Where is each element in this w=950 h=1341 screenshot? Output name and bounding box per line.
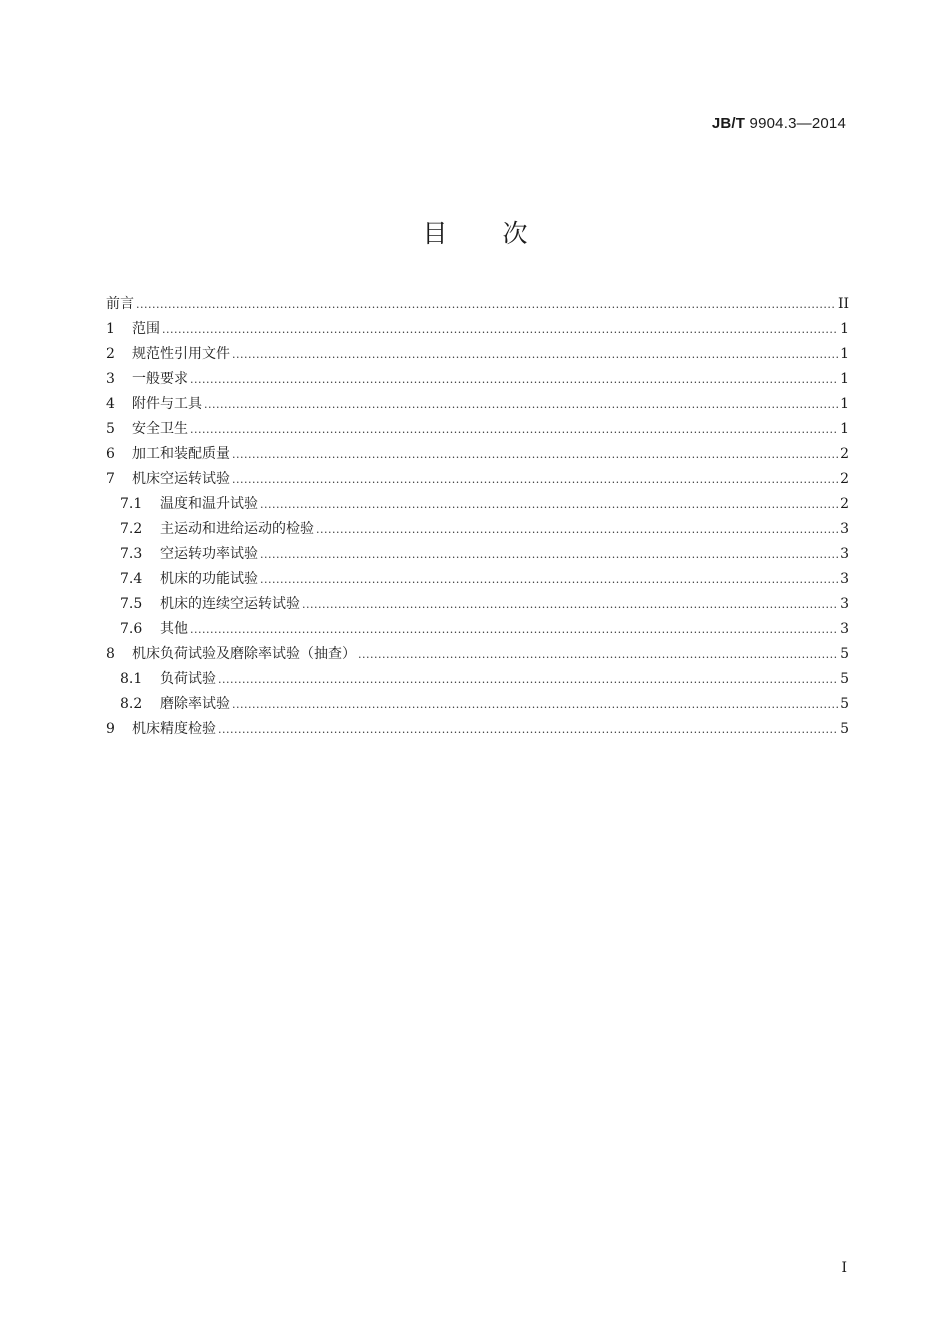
toc-entry[interactable] [106, 718, 849, 743]
toc-entry-number: 4 [106, 396, 115, 412]
toc-entry-page: 1 [840, 371, 849, 387]
toc-entry-page: 1 [840, 321, 849, 337]
toc-leader-dots [162, 323, 838, 336]
toc-entry-number: 7.1 [120, 496, 143, 512]
toc-entry-page: 3 [840, 621, 849, 637]
toc-entry-page: 2 [840, 496, 849, 512]
toc-leader-dots [260, 573, 838, 586]
toc-leader-dots [232, 698, 838, 711]
toc-entry-number: 7.5 [120, 596, 143, 612]
toc-entry[interactable] [106, 343, 849, 368]
toc-entry-page: 3 [840, 521, 849, 537]
toc-entry[interactable] [106, 468, 849, 493]
toc-entry-label: 机床空运转试验 [132, 471, 230, 487]
toc-entry-number: 2 [106, 346, 115, 362]
toc-entry-label: 安全卫生 [132, 421, 188, 437]
toc-entry[interactable] [106, 693, 849, 718]
toc-entry-page: 3 [840, 596, 849, 612]
toc-entry[interactable] [106, 643, 849, 668]
toc-entry-number: 3 [106, 371, 115, 387]
toc-entry-label: 负荷试验 [160, 671, 216, 687]
toc-entry-label: 规范性引用文件 [132, 346, 230, 362]
toc-leader-dots [218, 673, 838, 686]
toc-entry[interactable] [106, 543, 849, 568]
toc-entry[interactable] [106, 393, 849, 418]
toc-entry-label: 机床的连续空运转试验 [160, 596, 300, 612]
toc-leader-dots [232, 473, 838, 486]
toc-entry-label: 加工和装配质量 [132, 446, 230, 462]
page-number: I [841, 1260, 847, 1276]
toc-entry-label: 前言 [106, 296, 134, 312]
toc-entry-number: 7.3 [120, 546, 143, 562]
toc-leader-dots [302, 598, 838, 611]
toc-entry-page: 5 [840, 721, 849, 737]
toc-entry-label: 机床的功能试验 [160, 571, 258, 587]
toc-entry-number: 7.2 [120, 521, 143, 537]
toc-entry-label: 其他 [160, 621, 188, 637]
standard-number: 9904.3—2014 [745, 115, 846, 132]
page-title: 目次 [422, 219, 583, 248]
toc-leader-dots [316, 523, 838, 536]
toc-leader-dots [260, 498, 838, 511]
toc-leader-dots [358, 648, 838, 661]
toc-leader-dots [204, 398, 838, 411]
toc-entry-page: 2 [840, 446, 849, 462]
toc-entry[interactable] [106, 443, 849, 468]
toc-leader-dots [190, 373, 838, 386]
toc-leader-dots [136, 298, 836, 311]
toc-entry[interactable] [106, 618, 849, 643]
toc-entry-page: 1 [840, 396, 849, 412]
toc-entry-number: 7.6 [120, 621, 143, 637]
toc-entry-page: 5 [840, 646, 849, 662]
toc-entry-label: 机床精度检验 [132, 721, 216, 737]
toc-entry[interactable] [106, 293, 849, 318]
toc-entry-page: II [837, 296, 849, 312]
toc-entry-number: 5 [106, 421, 115, 437]
standard-code [712, 115, 846, 132]
toc-entry-page: 1 [840, 421, 849, 437]
toc-entry-label: 一般要求 [132, 371, 188, 387]
toc-entry-number: 1 [106, 321, 115, 337]
toc-entry-number: 7 [106, 471, 115, 487]
toc-entry-label: 机床负荷试验及磨除率试验（抽查） [132, 646, 356, 662]
toc-entry-page: 2 [840, 471, 849, 487]
toc-entry-page: 5 [840, 696, 849, 712]
toc-entry-label: 附件与工具 [132, 396, 202, 412]
toc-leader-dots [232, 348, 838, 361]
toc-entry-number: 7.4 [120, 571, 143, 587]
toc-entry-label: 主运动和进给运动的检验 [160, 521, 314, 537]
toc-leader-dots [232, 448, 838, 461]
toc-entry-label: 范围 [132, 321, 160, 337]
toc-entry[interactable] [106, 568, 849, 593]
toc-leader-dots [190, 623, 838, 636]
toc-entry[interactable] [106, 368, 849, 393]
toc-entry-page: 3 [840, 546, 849, 562]
toc-entry[interactable] [106, 493, 849, 518]
toc-entry-number: 8.2 [120, 696, 143, 712]
toc-entry[interactable] [106, 418, 849, 443]
toc-entry-page: 1 [840, 346, 849, 362]
toc-leader-dots [190, 423, 838, 436]
toc-entry-label: 空运转功率试验 [160, 546, 258, 562]
toc-entry[interactable] [106, 668, 849, 693]
toc-entry[interactable] [106, 518, 849, 543]
toc-entry-number: 8 [106, 646, 115, 662]
toc-entry-page: 5 [840, 671, 849, 687]
table-of-contents [106, 293, 849, 743]
toc-entry-number: 6 [106, 446, 115, 462]
toc-entry[interactable] [106, 318, 849, 343]
standard-prefix: JB/T [711, 115, 746, 132]
toc-leader-dots [218, 723, 838, 736]
toc-entry-label: 磨除率试验 [160, 696, 230, 712]
toc-entry-label: 温度和温升试验 [160, 496, 258, 512]
toc-leader-dots [260, 548, 838, 561]
toc-entry-page: 3 [840, 571, 849, 587]
toc-entry-number: 8.1 [120, 671, 143, 687]
toc-entry-number: 9 [106, 721, 115, 737]
toc-entry[interactable] [106, 593, 849, 618]
